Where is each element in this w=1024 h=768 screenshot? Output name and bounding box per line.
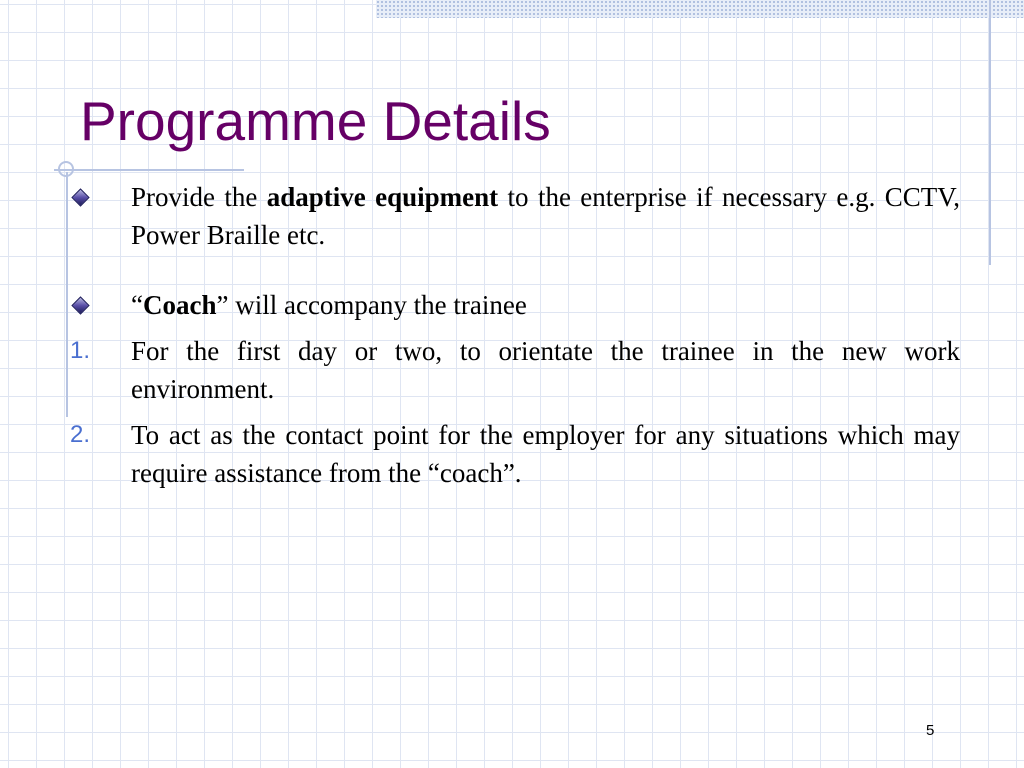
diamond-bullet-icon [71,188,89,206]
bullet-text-prefix: Provide the [131,182,267,212]
bullet-text-suffix: ” will accompany the trainee [216,290,527,320]
bullet-adaptive-equipment [70,178,960,254]
bullet-text-bold: adaptive equipment [266,182,499,212]
diamond-bullet-icon [71,296,89,314]
bullet-text-suffix: to the enterprise if necessary e.g. CCTV, Power Braille etc. [131,182,960,250]
top-decorative-band [376,0,1024,18]
numbered-item-1 [70,332,960,408]
bullet-text-prefix: “ [131,290,143,320]
slide-number: 5 [926,722,935,739]
slide-content [70,178,960,492]
list-item-text: For the first day or two, to orientate the trainee in the new work environment. [131,336,960,404]
list-number: 1. [70,337,91,364]
title-underline-rule [54,169,244,171]
list-number: 2. [70,421,91,448]
bullet-text-bold: Coach [142,290,217,320]
crosshair-icon [58,161,74,177]
slide-title: Programme Details [80,90,551,152]
bullet-coach [70,286,960,324]
list-item-text: To act as the contact point for the employer for any situations which may require assistance from the “coach”. [131,420,960,488]
numbered-item-2 [70,416,960,492]
left-vertical-rule [66,172,68,417]
right-vertical-rule [989,0,991,265]
